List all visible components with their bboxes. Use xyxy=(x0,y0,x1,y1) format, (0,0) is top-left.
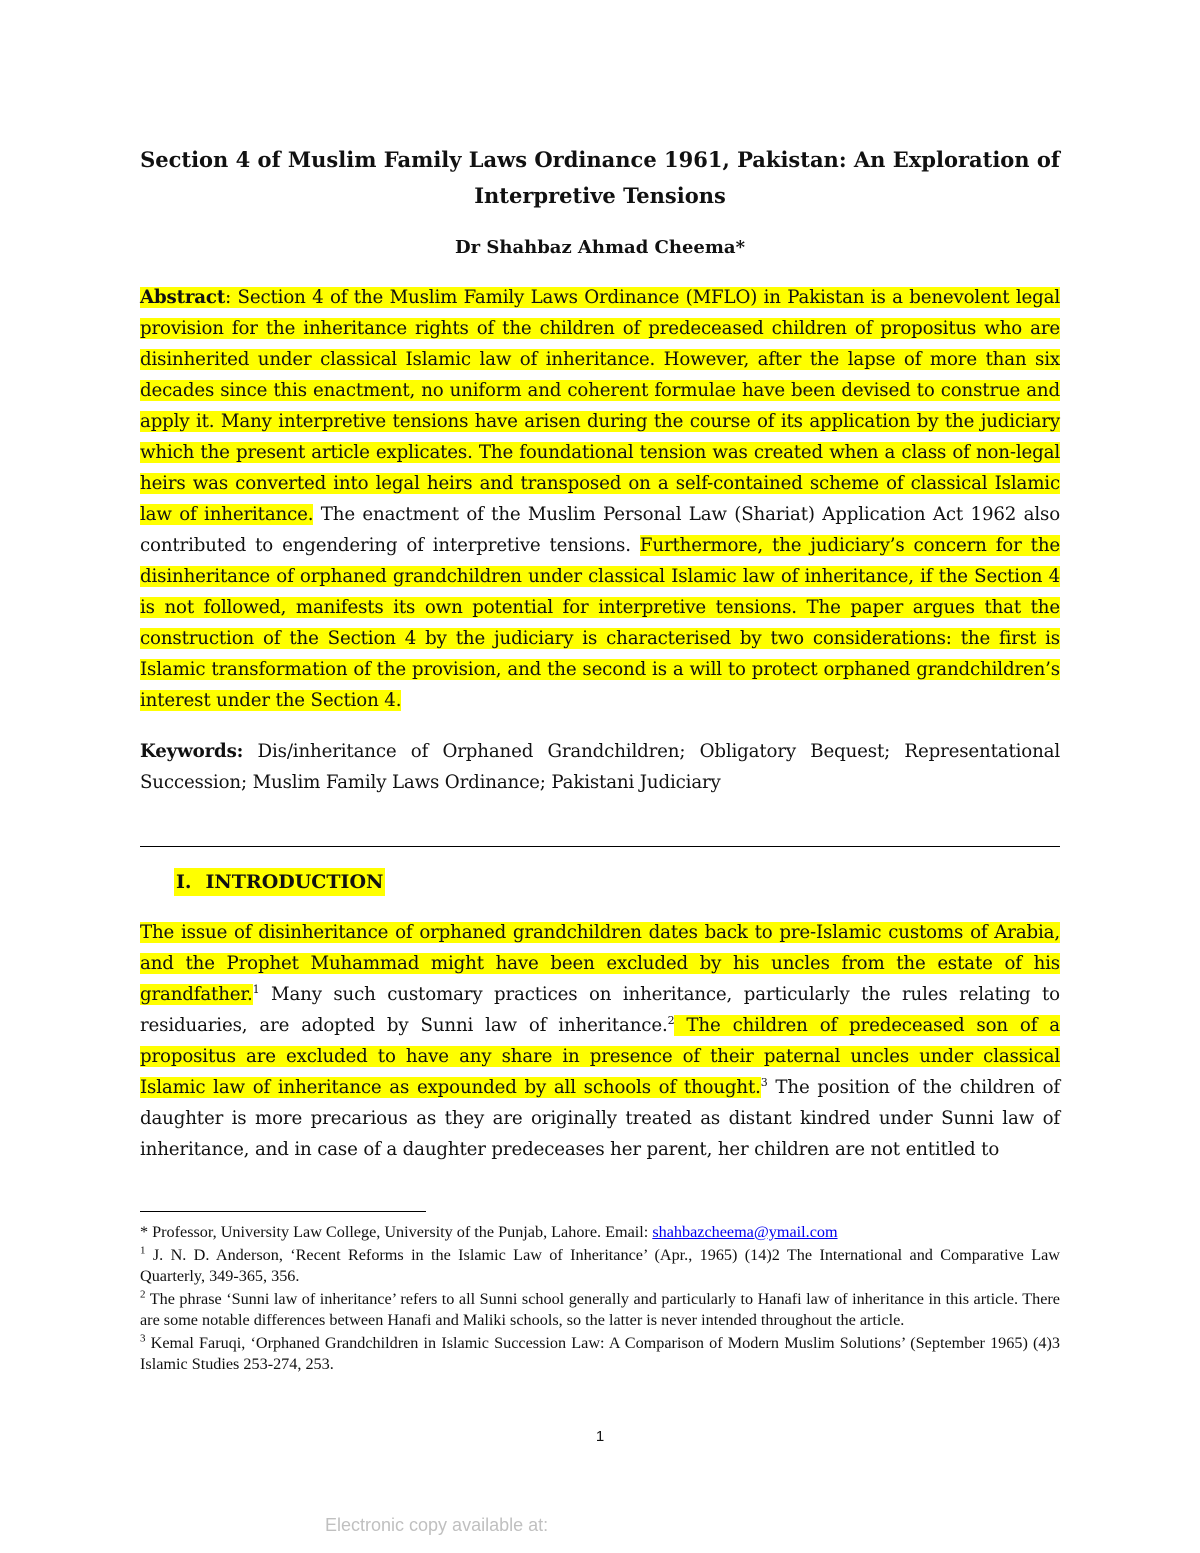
footnote-author-text: * Professor, University Law College, University of the Punjab, Lahore. Email: xyxy=(140,1223,653,1241)
footnote-ref-2[interactable]: 2 xyxy=(667,1013,675,1027)
intro-sentence-3: The children of predeceased son of a propositus are excluded to have any share in presence of their paternal uncles under classical Islamic law of inheritance as expounded by all schools of thought. xyxy=(140,1015,1060,1098)
footnote-2-text: The phrase ‘Sunni law of inheritance’ refers to all Sunni school generally and particularly to Hanafi law of inheritance in this article. There are some notable differences between Hanafi and Maliki schools, so the latter is never intended throughout the article. xyxy=(140,1289,1060,1329)
keywords-paragraph xyxy=(140,736,1060,798)
keywords-text: Dis/inheritance of Orphaned Grandchildren; Obligatory Bequest; Representational Succession; Muslim Family Laws Ordinance; Pakistani Judiciary xyxy=(140,741,1060,793)
footnote-1-text: J. N. D. Anderson, ‘Recent Reforms in the Islamic Law of Inheritance’ (Apr., 1965) (14)2 The International and Comparative Law Quarterly, 349-365, 356. xyxy=(140,1245,1060,1285)
document-page xyxy=(140,0,1060,1553)
footnote-1-mark: 1 xyxy=(140,1244,146,1257)
author-name: Dr Shahbaz Ahmad Cheema* xyxy=(455,237,745,258)
author-email-link[interactable]: shahbazcheema@ymail.com xyxy=(652,1223,838,1241)
introduction-paragraph xyxy=(140,917,1060,1165)
section-number: I. xyxy=(176,871,192,893)
intro-sentence-2: Many such customary practices on inheritance, particularly the rules relating to residuaries, are adopted by Sunni law of inheritance. xyxy=(140,984,1060,1036)
intro-sentence-4: The position of the children of daughter is more precarious as they are originally treated as distant kindred under Sunni law of inheritance, and in case of a daughter predeceases her parent, her children are not entitled to xyxy=(140,1077,1060,1160)
footnote-2 xyxy=(140,1289,1060,1332)
electronic-copy-notice: Electronic copy available at: xyxy=(325,1515,549,1535)
section-divider xyxy=(140,846,1060,847)
footnote-3 xyxy=(140,1333,1060,1376)
footnotes xyxy=(140,1222,1060,1377)
page-number: 1 xyxy=(595,1428,605,1445)
footnote-3-text: Kemal Faruqi, ‘Orphaned Grandchildren in Islamic Succession Law: A Comparison of Modern Muslim Solutions’ (September 1965) (4)3 Islamic Studies 253-274, 253. xyxy=(140,1333,1060,1373)
abstract-paragraph xyxy=(140,282,1060,716)
keywords-label: Keywords: xyxy=(140,741,244,762)
footnote-ref-3[interactable]: 3 xyxy=(760,1075,768,1089)
abstract-text-highlighted-2: Furthermore, the judiciary’s concern for the disinheritance of orphaned grandchildren under classical Islamic law of inheritance, if the Section 4 is not followed, manifests its own potential for interpretive tensions. The paper argues that the construction of the Section 4 by the judiciary is characterised by two considerations: the first is Islamic transformation of the provision, and the second is a will to protect orphaned grandchildren’s interest under the Section 4. xyxy=(140,535,1060,711)
footnote-2-mark: 2 xyxy=(140,1288,146,1301)
abstract-text-highlighted-1: : Section 4 of the Muslim Family Laws Ordinance (MFLO) in Pakistan is a benevolent legal provision for the inheritance rights of the children of predeceased children of propositus who are disinherited under classical Islamic law of inheritance. However, after the lapse of more than six decades since this enactment, no uniform and coherent formulae have been devised to construe and apply it. Many interpretive tensions have arisen during the course of its application by the judiciary which the present article explicates. The foundational tension was created when a class of non-legal heirs was converted into legal heirs and transposed on a self-contained scheme of classical Islamic law of inheritance. xyxy=(140,287,1060,525)
footnote-author xyxy=(140,1222,1060,1244)
footnote-3-mark: 3 xyxy=(140,1332,146,1345)
section-title: INTRODUCTION xyxy=(205,871,384,893)
abstract-text-plain: The enactment of the Muslim Personal Law (Shariat) Application Act 1962 also contributed to engendering of interpretive tensions. xyxy=(140,504,1060,556)
footnote-ref-1[interactable]: 1 xyxy=(252,982,260,996)
paper-title: Section 4 of Muslim Family Laws Ordinance 1961, Pakistan: An Exploration of Interpretive Tensions xyxy=(140,147,1060,208)
section-heading xyxy=(174,868,385,896)
footnote-1 xyxy=(140,1245,1060,1288)
abstract-label: Abstract xyxy=(140,287,226,308)
intro-sentence-1: The issue of disinheritance of orphaned grandchildren dates back to pre-Islamic customs of Arabia, and the Prophet Muhammad might have been excluded by his uncles from the estate of his grandfather. xyxy=(140,922,1060,1005)
footnote-separator xyxy=(140,1211,426,1212)
